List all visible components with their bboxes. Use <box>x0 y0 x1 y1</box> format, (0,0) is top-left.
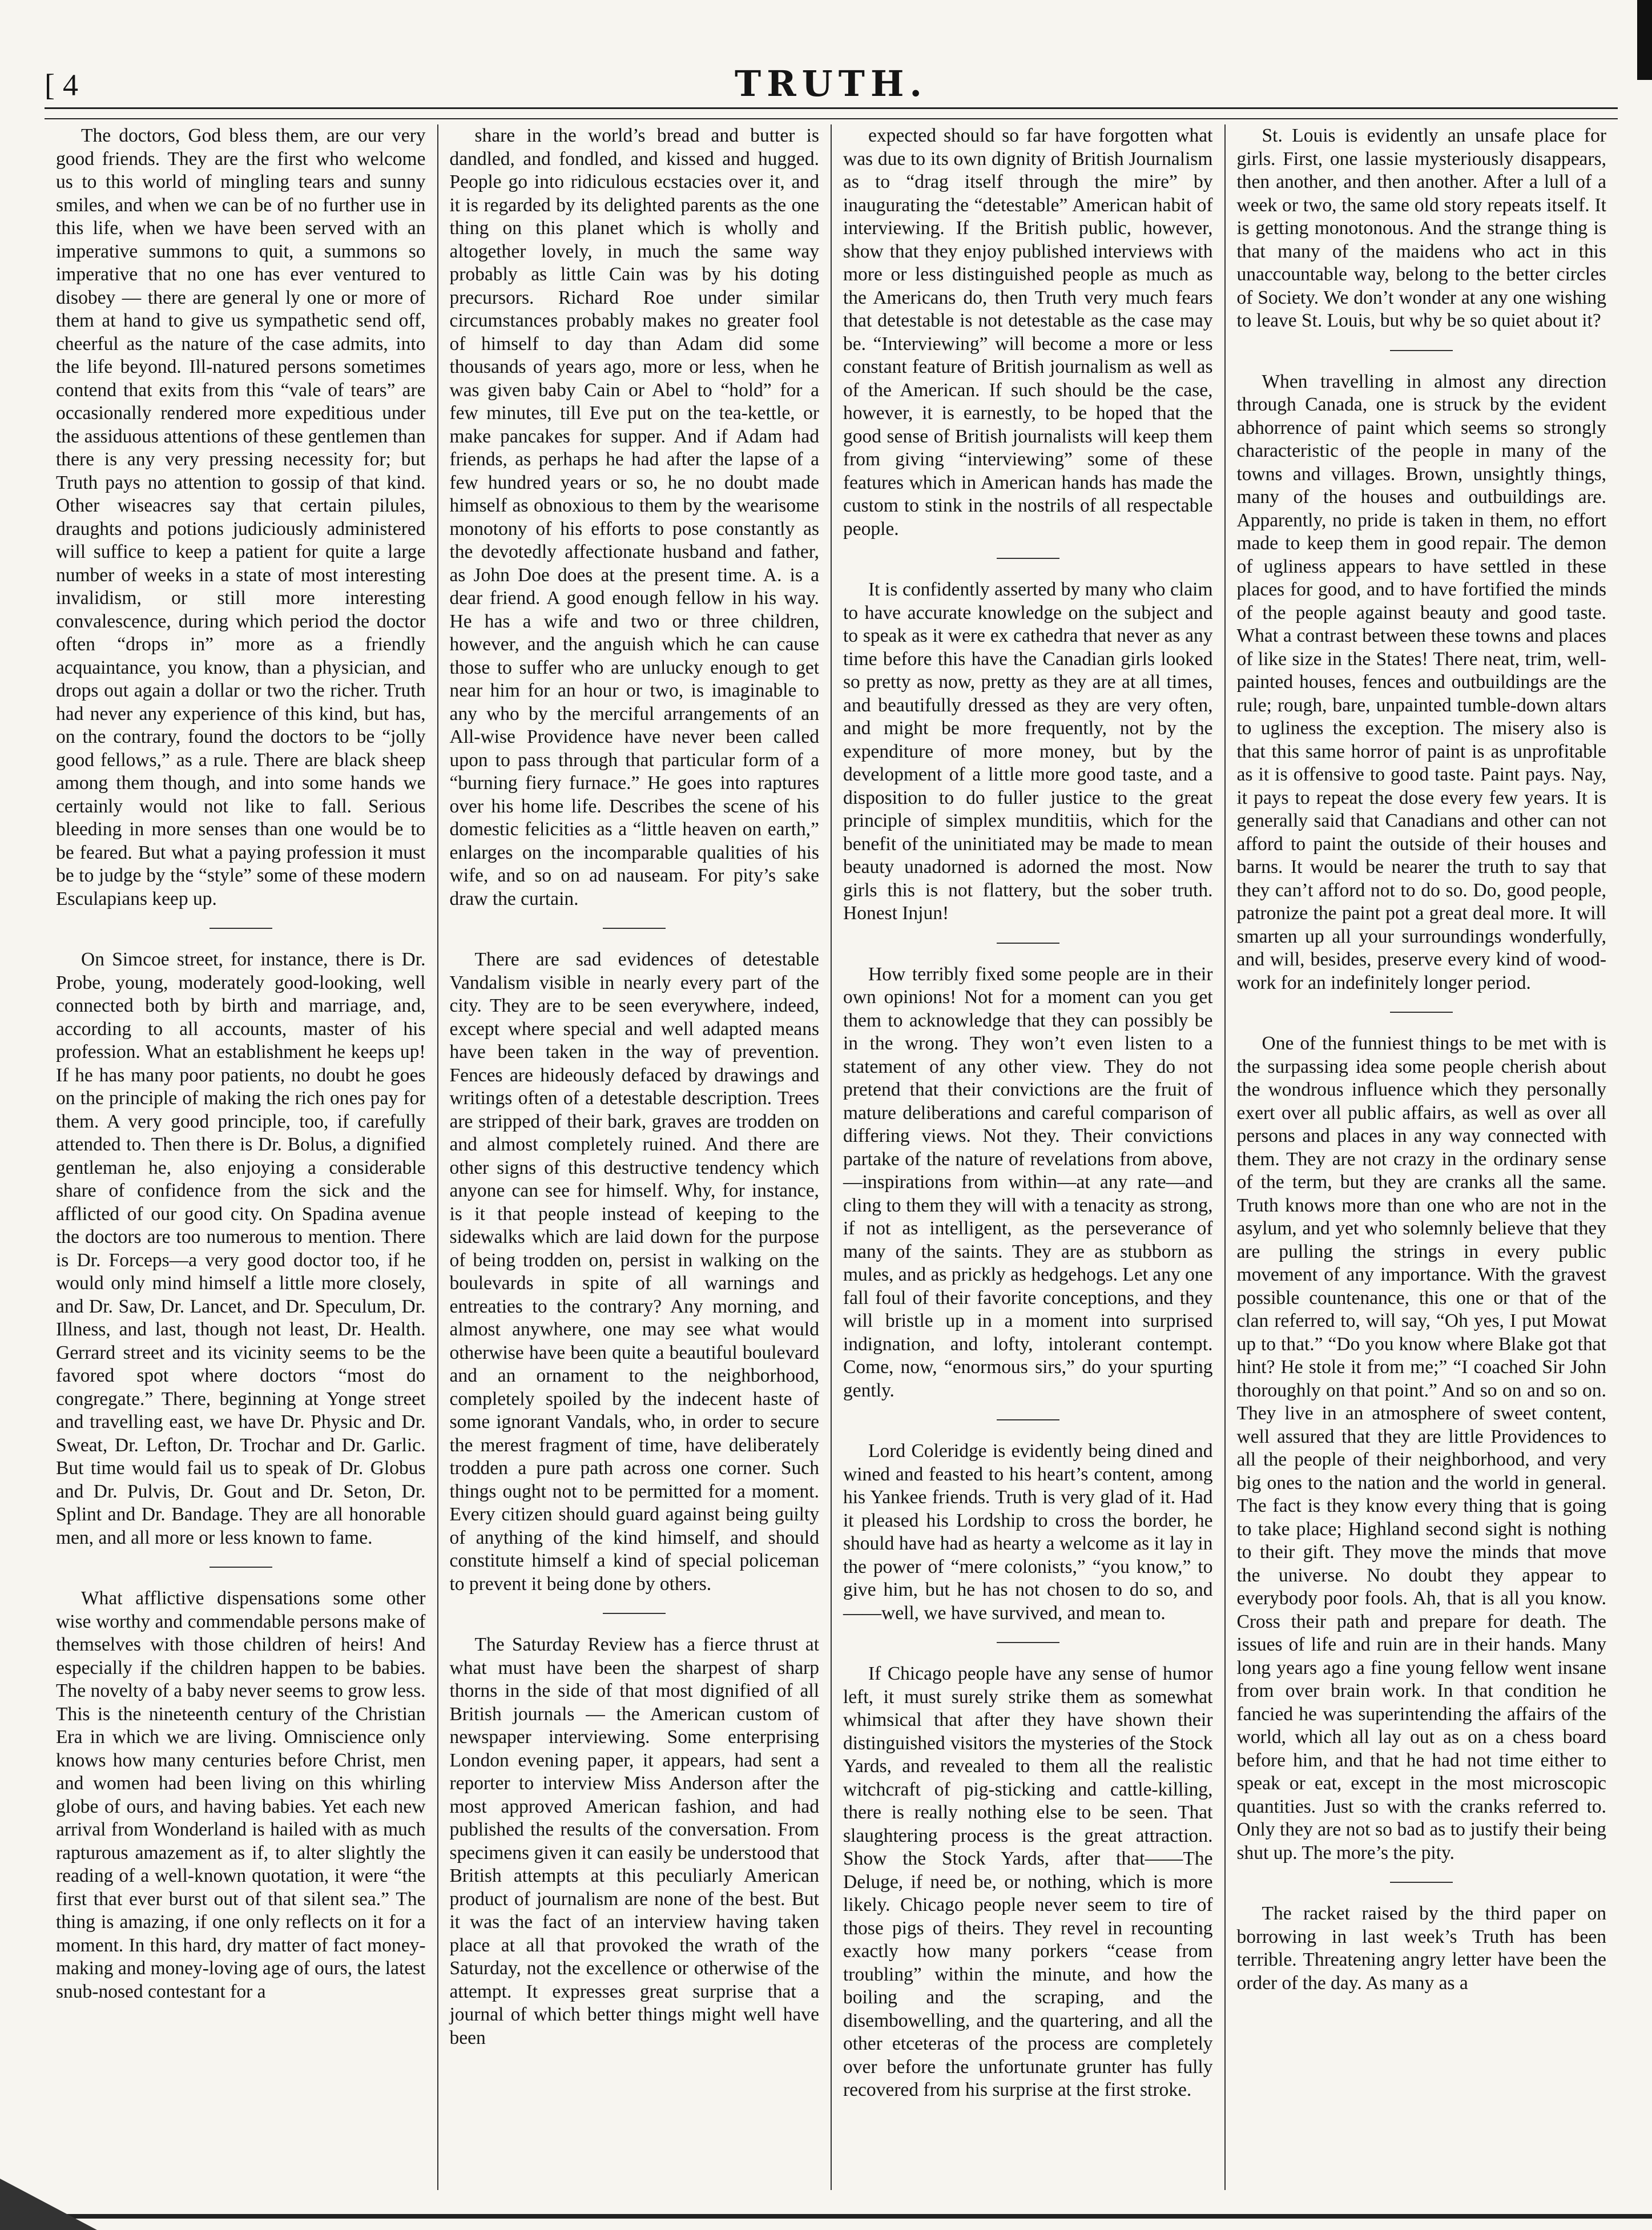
article-paragraph: When travelling in almost any direction through Canada, one is struck by the evident abhorrence of paint which seems so strongly characteristic of the people in many of the towns and villages. Brown, unsightly things, many of the houses and outbuildings are. Apparently, no pride is taken in them, no effort made to keep them in good repair. The demon of ugliness appears to have settled in these places for good, and to have fortified the minds of the people against beauty and good taste. What a contrast between these towns and places of like size in the States! There neat, trim, well-painted houses, fences and outbuildings are the rule; rough, bare, unpainted tumble-down altars to ugliness the exception. The misery also is that this same horror of paint is as unprofitable as it is offensive to good taste. Paint pays. Nay, it pays to repeat the dose every few years. It is generally said that Canadians and other can not afford to paint the outside of their houses and barns. It would be nearer the truth to say that they can’t afford not to do so. Do, good people, patronize the paint pot a great deal more. It will smarten up all your surroundings wonderfully, and will, besides, preserve every kind of wood-work for an indefinitely longer period. <box>1236 371 1606 993</box>
article-paragraph: The doctors, God bless them, are our very good friends. They are the first who welcome us to this world of mingling tears and sunny smiles, and when we can be of no further use in this life, when we have been served with an imperative summons to quit, a summons so imperative that no one has ever ventured to disobey — there are general ly one or more of them at hand to give us sympathetic send off, cheerful as the nature of the case admits, into the life beyond. Ill-natured persons sometimes contend that exits from this “vale of tears” are occasionally rendered more expeditious under the assiduous attentions of these gentlemen than there is any very pressing necessity for; but Truth pays no attention to gossip of that kind. Other wiseacres say that certain pilules, draughts and potions judiciously administered will suffice to keep a patient for quite a large number of weeks in a state of most interesting invalidism, or still more interesting convalescence, during which period the doctor often “drops in” more as a friendly acquaintance, you know, than a physician, and drops out again a dollar or two the richer. Truth had never any experience of this kind, but has, on the contrary, found the doctors to be “jolly good fellows,” as a rule. There are black sheep among them though, and into some hands we certainly would not like to fall. Serious bleeding in more senses than one would be to be feared. But what a paying profession it must be to judge by the “style” some of these modern Esculapians keep up. <box>56 125 426 909</box>
article-paragraph: One of the funniest things to be met with is the surpassing idea some people cherish about the wondrous influence which they personally exert over all public affairs, as well as over all persons and places in any way connected with them. They are not crazy in the ordinary sense of the term, but they are cranks all the same. Truth knows more than one who are not in the asylum, and yet who solemnly believe that they are pulling the strings in every public movement of any importance. With the gravest possible countenance, this one or that of the clan referred to, will say, “Oh yes, I put Mowat up to that.” “Do you know where Blake got that hint? He stole it from me;” “I coached Sir John thoroughly on that point.” And so on and so on. They live in an atmosphere of sweet content, well assured that they are little Providences to all the people of their neighborhood, and very big ones to the nation and the world in general. The fact is they know every thing that is going to take place; Highland second sight is nothing to their gift. They move the minds that move the universe. No doubt they appear to everybody poor fools. Ah, that is all you know. Cross their path and prepare for death. The issues of life and ruin are in their hands. Many long years ago a fine young fellow went insane from over brain work. In that condition he fancied he was superintending the affairs of the world, which all lay out as on a chess board before him, and that he had not time either to speak or eat, except in the most microscopic quantities. Just so with the cranks referred to. Only they are not so bad as to justify their being shut up. The more’s the pity. <box>1236 1033 1606 1863</box>
article-paragraph: The Saturday Review has a fierce thrust at what must have been the sharpest of sharp thorns in the side of that most dignified of all British journals — the American custom of newspaper interviewing. Some enterprising London evening paper, it appears, had sent a reporter to interview Miss Anderson after the most approved American fashion, and had published the results of the conversation. From specimens given it can easily be understood that British attempts at this peculiarly American product of journalism are none of the best. But it was the fact of an interview having taken place at all that provoked the wrath of the Saturday, not the excellence or otherwise of the attempt. It expresses great surprise that a journal of which better things might well have been <box>449 1634 819 2048</box>
article-paragraph: If Chicago people have any sense of humor left, it must surely strike them as somewhat whimsical that after they have shown their distinguished visitors the mysteries of the Stock Yards, and revealed to them all the realistic witchcraft of pig-sticking and cattle-killing, there is really nothing else to be seen. That slaughtering process is the great attraction. Show the Stock Yards, after that——The Deluge, if need be, or nothing, which is more likely. Chicago people never seem to tire of those pigs of theirs. They revel in recounting exactly how many porkers “cease from troubling” within the minute, and how the boiling and the scraping, and the disembowelling, and the quartering, and all the other etceteras of the process are completely over before the unfortunate grunter has fully recovered from his surprise at the first stroke. <box>843 1663 1213 2100</box>
section-separator <box>1390 350 1453 351</box>
scan-edge-mark <box>1637 0 1652 80</box>
article-paragraph: expected should so far have forgotten what was due to its own dignity of British Journalism as to “drag itself through the mire” by inaugurating the “detestable” American habit of interviewing. If the British public, however, show that they enjoy published interviews with more or less distinguished people as much as the Americans do, then Truth very much fears that detestable is not detestable as the case may be. “Interviewing” will become a more or less constant feature of British journalism as well as of the American. If such should be the case, however, it is earnestly, to be hoped that the good sense of British journalists will keep them from giving “interviewing” some of these features which in American hands has made the custom to stink in the nostrils of all respectable people. <box>843 125 1213 540</box>
article-columns <box>45 124 1618 2190</box>
article-paragraph: The racket raised by the third paper on borrowing in last week’s Truth has been terrible. Threatening angry letter have been the order of the day. As many as a <box>1236 1903 1606 1994</box>
section-separator <box>603 928 666 929</box>
section-separator <box>1390 1882 1453 1883</box>
column-2 <box>437 124 831 2190</box>
article-paragraph: Lord Coleridge is evidently being dined and wined and feasted to his heart’s content, among his Yankee friends. Truth is very glad of it. Had it pleased his Lordship to cross the border, he should have had as hearty a welcome as it lay in the power of “mere colonists,” “you know,” to give him, but he has not chosen to do so, and——well, we have survived, and mean to. <box>843 1440 1213 1624</box>
page-number: [ 4 <box>45 67 78 103</box>
article-paragraph: There are sad evidences of detestable Vandalism visible in nearly every part of the city. They are to be seen everywhere, indeed, except where special and well adapted means have been taken in the way of prevention. Fences are hideously defaced by drawings and writings often of a detestable description. Trees are stripped of their bark, graves are trodden on and almost completely ruined. And there are other signs of this destructive tendency which anyone can see for himself. Why, for instance, is it that people instead of keeping to the sidewalks which are laid down for the purpose of being trodden on, persist in walking on the boulevards in spite of all warnings and entreaties to the contrary? Any morning, and almost anywhere, one may see what would otherwise have been quite a beautiful boulevard and an ornament to the neighborhood, completely spoiled by the indecent haste of some ignorant Vandals, who, in order to secure the merest fragment of time, have deliberately trodden a pure path across one corner. Such things ought not to be permitted for a moment. Every citizen should guard against being guilty of anything of the kind himself, and should constitute himself a kind of special policeman to prevent it being done by others. <box>449 949 819 1595</box>
article-paragraph: What afflictive dispensations some other wise worthy and commendable persons make of themselves with those children of heirs! And especially if the children happen to be babies. The novelty of a baby never seems to grow less. This is the nineteenth century of the Christian Era in which we are living. Omniscience only knows how many centuries before Christ, men and women had been living on this whirling globe of ours, and having babies. Yet each new arrival from Wonderland is hailed with as much rapturous amazement as if, to alter slightly the reading of a well-known quotation, it were “the first that ever burst out of that silent sea.” The thing is amazing, if one only reflects on it for a moment. In this hard, dry matter of fact money-making and money-loving age of ours, the latest snub-nosed contestant for a <box>56 1588 426 2002</box>
section-separator <box>997 1419 1059 1420</box>
article-paragraph: St. Louis is evidently an unsafe place for girls. First, one lassie mysteriously disappears, then another, and then another. After a lull of a week or two, the same old story repeats itself. It is getting monotonous. And the strange thing is that many of the maidens who act in this unaccountable way, belong to the better circles of Society. We don’t wonder at any one wishing to leave St. Louis, but why be so quiet about it? <box>1236 125 1606 331</box>
column-3 <box>831 124 1224 2190</box>
masthead <box>45 63 1618 107</box>
bottom-rule <box>0 2214 1652 2219</box>
article-paragraph: On Simcoe street, for instance, there is Dr. Probe, young, moderately good-looking, well connected both by birth and marriage, and, according to all accounts, master of his profession. What an establishment he keeps up! If he has many poor patients, no doubt he goes on the principle of making the rich ones pay for them. A very good principle, too, if carefully attended to. Then there is Dr. Bolus, a dignified gentleman he, also enjoying a considerable share of confidence from the sick and the afflicted of our good city. On Spadina avenue the doctors are too numerous to mention. There is Dr. Forceps—a very good doctor too, if he would only mind himself a little more closely, and Dr. Saw, Dr. Lancet, and Dr. Speculum, Dr. Illness, and last, though not least, Dr. Health. Gerrard street and its vicinity seems to be the favored spot where doctors “most do congregate.” There, beginning at Yonge street and travelling east, we have Dr. Physic and Dr. Sweat, Dr. Lefton, Dr. Trochar and Dr. Garlic. But time would fail us to speak of Dr. Globus and Dr. Pulvis, Dr. Gout and Dr. Seton, Dr. Splint and Dr. Bandage. They are all honorable men, and all more or less known to fame. <box>56 949 426 1548</box>
article-paragraph: It is confidently asserted by many who claim to have accurate knowledge on the subject and to speak as it were ex cathedra that never as any time before this have the Canadian girls looked so pretty as now, pretty as they are at all times, and beautifully dressed as they are very often, and might be more frequently, not by the expenditure of more money, but by the development of a little more good taste, and a disposition to do fuller justice to the great principle of simplex munditiis, which for the benefit of the uninitiated may be made to mean beauty unadorned is adorned the most. Now girls this is not flattery, but the sober truth. Honest Injun! <box>843 579 1213 924</box>
section-separator <box>209 928 272 929</box>
section-separator <box>997 558 1059 559</box>
section-separator <box>209 1567 272 1568</box>
section-separator <box>997 1642 1059 1643</box>
section-separator <box>997 943 1059 944</box>
paper-title: TRUTH. <box>734 63 928 104</box>
section-separator <box>603 1613 666 1614</box>
scan-corner-mark <box>0 2179 97 2230</box>
section-separator <box>1390 1012 1453 1013</box>
column-1 <box>45 124 437 2190</box>
column-4 <box>1224 124 1618 2190</box>
article-paragraph: How terribly fixed some people are in their own opinions! Not for a moment can you get them to acknowledge that they can possibly be in the wrong. They won’t even listen to a statement of any other view. They do not pretend that their convictions are the fruit of mature deliberations and careful comparison of differing views. Not they. Their convictions partake of the nature of revelations from above,—inspirations from within—at any rate—and cling to them they will with a tenacity as strong, if not as intelligent, as the perseverance of many of the saints. They are as stubborn as mules, and as prickly as hedgehogs. Let any one fall foul of their favorite conceptions, and they will bristle up in a moment into surprised indignation, and lofty, intolerant contempt. Come, now, “enormous sirs,” do your spurting gently. <box>843 963 1213 1401</box>
article-paragraph: share in the world’s bread and butter is dandled, and fondled, and kissed and hugged. People go into ridiculous ecstacies over it, and it is regarded by its delighted parents as the one thing on this planet which is wholly and altogether lovely, in much the same way probably as little Cain was by his doting precursors. Richard Roe under similar circumstances probably makes no greater fool of himself to day than Adam did some thousands of years ago, more or less, when he was given baby Cain or Abel to “hold” for a few minutes, till Eve put on the tea-kettle, or make pancakes for supper. And if Adam had friends, as perhaps he had after the lapse of a few hundred years or so, he no doubt made himself as obnoxious to them by the wearisome monotony of his efforts to pose constantly as the devotedly affectionate husband and father, as John Doe does at the present time. A. is a dear friend. A good enough fellow in his way. He has a wife and two or three children, however, and the anguish which he can cause those to suffer who are unlucky enough to get near him for an hour or two, is imaginable to any who by the merciful arrangements of an All-wise Providence have never been called upon to pass through that particular form of a “burning fiery furnace.” He goes into raptures over his home life. Describes the scene of his domestic felicities as a “little heaven on earth,” enlarges on the incomparable qualities of his wife, and so on ad nauseam. For pity’s sake draw the curtain. <box>449 125 819 909</box>
masthead-rule <box>45 107 1618 119</box>
